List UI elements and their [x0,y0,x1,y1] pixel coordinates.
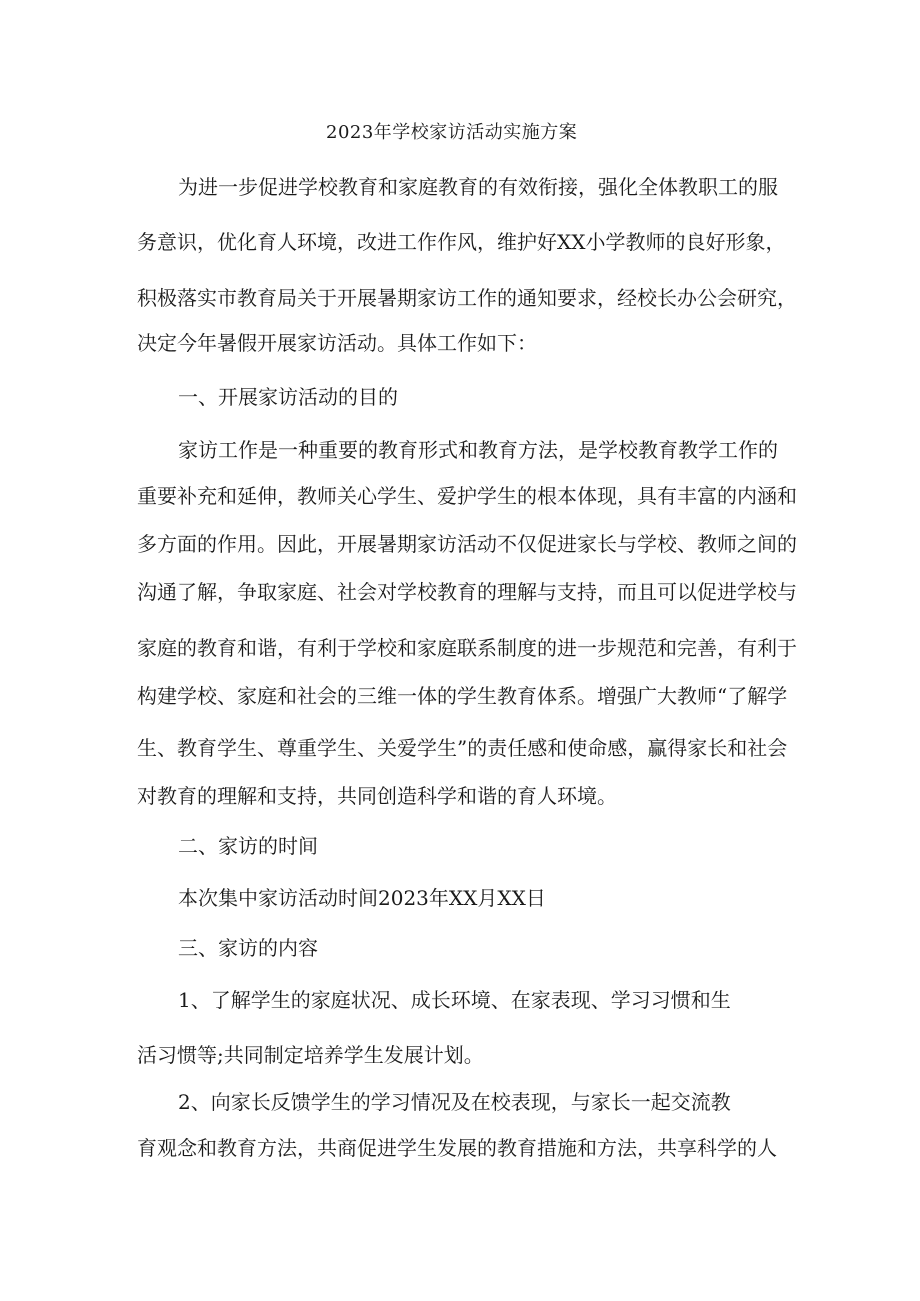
list-item-line: 育观念和教育方法，共商促进学生发展的教育措施和方法，共享科学的人 [137,1136,777,1160]
paragraph-line: 家访工作是一种重要的教育形式和教育方法，是学校教育教学工作的 [178,438,778,462]
paragraph-line: 沟通了解，争取家庭、社会对学校教育的理解与支持，而且可以促进学校与 [137,580,797,604]
paragraph-line: 构建学校、家庭和社会的三维一体的学生教育体系。增强广大教师“了解学 [137,684,788,708]
paragraph-line: 积极落实市教育局关于开展暑期家访工作的通知要求，经校长办公会研究， [137,286,797,310]
list-item-line: 活习惯等;共同制定培养学生发展计划。 [137,1043,484,1067]
paragraph-line: 本次集中家访活动时间2023年XX月XX日 [178,886,546,910]
section-heading: 一、开展家访活动的目的 [178,385,398,409]
paragraph-line: 生、教育学生、尊重学生、关爱学生”的责任感和使命感，赢得家长和社会 [137,736,788,760]
paragraph-line: 决定今年暑假开展家访活动。具体工作如下： [137,331,537,355]
section-heading: 三、家访的内容 [178,936,318,960]
paragraph-line: 对教育的理解和支持，共同创造科学和谐的育人环境。 [137,784,617,808]
paragraph-line: 务意识，优化育人环境，改进工作作风，维护好XX小学教师的良好形象， [137,230,786,254]
paragraph-line: 为进一步促进学校教育和家庭教育的有效衔接，强化全体教职工的服 [178,175,778,199]
paragraph-line: 多方面的作用。因此，开展暑期家访活动不仅促进家长与学校、教师之间的 [137,532,797,556]
paragraph-line: 家庭的教育和谐，有利于学校和家庭联系制度的进一步规范和完善，有利于 [137,636,797,660]
list-item-line: 2、向家长反馈学生的学习情况及在校表现，与家长一起交流教 [178,1090,731,1114]
section-heading: 二、家访的时间 [178,834,318,858]
document-title: 2023年学校家访活动实施方案 [326,122,578,143]
paragraph-line: 重要补充和延伸，教师关心学生、爱护学生的根本体现，具有丰富的内涵和 [137,484,797,508]
list-item-line: 1、了解学生的家庭状况、成长环境、在家表现、学习习惯和生 [178,988,731,1012]
